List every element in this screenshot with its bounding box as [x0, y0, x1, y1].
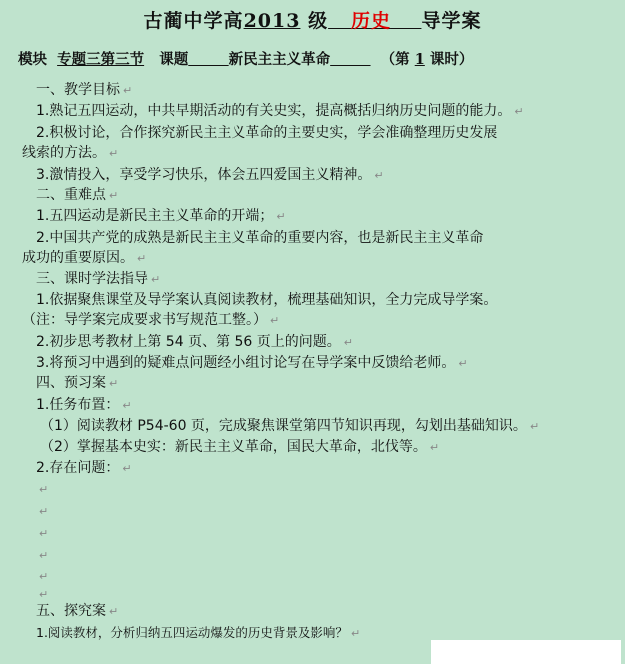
paragraph-mark-icon: ↵ [276, 210, 286, 223]
paragraph-mark-icon: ↵ [429, 441, 440, 454]
paragraph-mark-icon: ↵ [343, 336, 354, 349]
list-item: 2.初步思考教材上第 54 页、第 56 页上的问题。 ↵ [36, 334, 354, 350]
list-item: 3.激情投入，享受学习快乐，体会五四爱国主义精神。 ↵ [36, 167, 384, 183]
period-prefix: （第 [380, 51, 410, 68]
paragraph-mark-icon: ↵ [109, 189, 119, 202]
list-item: 1.熟记五四运动，中共早期活动的有关史实，提高概括归纳历史问题的能力。 ↵ [36, 103, 524, 119]
paragraph-mark-icon: ↵ [374, 169, 384, 182]
period-suffix: 课时） [429, 51, 474, 68]
paragraph-mark-icon: ↵ [39, 570, 49, 583]
section-heading: 一、教学目标 ↵ [36, 82, 133, 98]
document-title [0, 6, 625, 33]
list-item: 1.任务布置： ↵ [36, 397, 132, 413]
paragraph-mark-icon: ↵ [514, 105, 524, 118]
title-grade: 级 [308, 10, 329, 32]
section-heading: 四、预习案 ↵ [36, 375, 119, 391]
paragraph-mark-icon: ↵ [137, 252, 147, 265]
title-year: 2013 [243, 10, 301, 32]
paragraph-mark-icon: ↵ [39, 505, 49, 518]
list-item-continuation: （注：导学案完成要求书写规范工整。） ↵ [22, 312, 280, 328]
topic-value: 新民主主义革命 [228, 51, 331, 68]
section-heading: 二、重难点 ↵ [36, 187, 119, 203]
list-item-continuation: 线索的方法。 ↵ [22, 145, 119, 161]
module-label: 模块 [18, 51, 47, 68]
list-item: 1.五四运动是新民主主义革命的开端； ↵ [36, 208, 286, 224]
paragraph-mark-icon: ↵ [39, 483, 49, 496]
list-item: 2.中国共产党的成熟是新民主主义革命的重要内容，也是新民主主义革命 [36, 230, 484, 246]
empty-line [36, 546, 48, 565]
empty-line [36, 524, 48, 543]
list-item: 2.积极讨论，合作探究新民主主义革命的主要史实，学会准确整理历史发展 [36, 125, 498, 141]
module-section: 专题三第三节 [57, 51, 145, 68]
empty-line [36, 480, 48, 499]
title-subject: 历史 [350, 10, 391, 32]
list-item: 2.存在问题： ↵ [36, 460, 132, 476]
list-item-sub: （1）阅读教材 P54-60 页，完成聚焦课堂第四节知识再现，勾划出基础知识。 ↵ [40, 418, 540, 434]
topic-label: 课题 [159, 51, 189, 68]
section-heading: 三、课时学法指导 ↵ [36, 271, 161, 287]
paragraph-mark-icon: ↵ [109, 605, 119, 618]
title-school: 古蔺中学高 [143, 10, 244, 32]
paragraph-mark-icon: ↵ [39, 549, 49, 562]
paragraph-mark-icon: ↵ [122, 399, 132, 412]
empty-line [36, 502, 48, 521]
list-item: 3.将预习中遇到的疑难点问题经小组讨论写在导学案中反馈给老师。 ↵ [36, 355, 468, 371]
corner-overlay [431, 640, 621, 664]
title-suffix: 导学案 [421, 10, 482, 32]
period-number: 1 [414, 51, 425, 68]
list-item: 1.依据聚焦课堂及导学案认真阅读教材，梳理基础知识，全力完成导学案。 [36, 292, 498, 308]
empty-line [36, 567, 48, 586]
paragraph-mark-icon: ↵ [39, 527, 49, 540]
paragraph-mark-icon: ↵ [123, 84, 133, 97]
paragraph-mark-icon: ↵ [122, 462, 132, 475]
paragraph-mark-icon: ↵ [270, 314, 280, 327]
paragraph-mark-icon: ↵ [458, 357, 468, 370]
paragraph-mark-icon: ↵ [109, 377, 119, 390]
paragraph-mark-icon: ↵ [529, 420, 540, 433]
list-item-sub: （2）掌握基本史实：新民主主义革命，国民大革命，北伐等。 ↵ [40, 439, 440, 455]
list-item-continuation: 成功的重要原因。 ↵ [22, 250, 147, 266]
paragraph-mark-icon: ↵ [151, 273, 161, 286]
paragraph-mark-icon: ↵ [39, 588, 49, 601]
lesson-meta [18, 48, 618, 69]
section-heading: 五、探究案 ↵ [36, 603, 119, 619]
list-item: 1.阅读教材，分析归纳五四运动爆发的历史背景及影响？ ↵ [36, 625, 361, 640]
paragraph-mark-icon: ↵ [350, 627, 361, 640]
paragraph-mark-icon: ↵ [109, 147, 119, 160]
